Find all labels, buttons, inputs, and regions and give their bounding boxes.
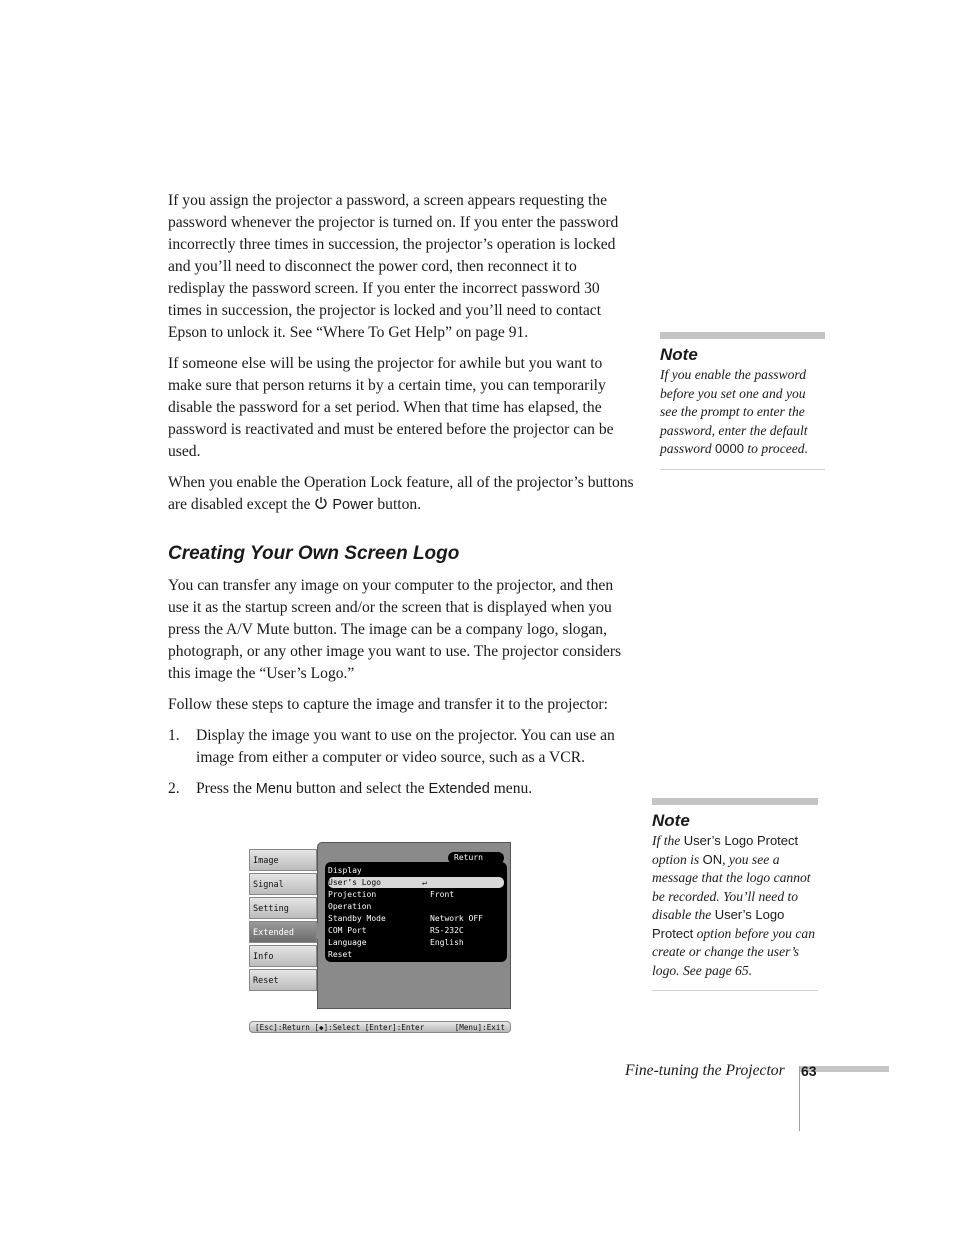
steps-intro-paragraph: Follow these steps to capture the image and transfer it to the projector: [168, 696, 608, 713]
password-note [660, 332, 825, 470]
note-title: Note [660, 345, 698, 364]
footer-divider [799, 1066, 800, 1131]
status-left: [Esc]:Return [◆]:Select [Enter]:Enter [255, 1023, 425, 1032]
submenu-row-reset [328, 949, 504, 960]
step-number: 2. [168, 780, 180, 797]
note-text: option is [652, 851, 703, 867]
list-item [168, 778, 634, 800]
steps-list [168, 725, 634, 800]
password-paragraph: If you assign the projector a password, a screen appears requesting the password whenever the projector is turned on. If you enter the password incorrectly three times in succession, the projector’s operation is locked and you’ll need to disconnect the power cord, then reconnect it to redisplay the password screen. If you enter the incorrect password 30 times in succession, the projector is locked and you’ll need to contact Epson to unlock it. See “Where To Get Help” on page 91. [168, 192, 619, 341]
extended-menu-label: Extended [428, 781, 490, 797]
power-icon [314, 496, 328, 510]
submenu-row-com-port [328, 925, 504, 936]
row-label: Projection [328, 890, 377, 899]
note-text: If the [652, 833, 684, 848]
note-text-end: to proceed. [743, 441, 808, 456]
menu-item-info: Info [249, 945, 317, 967]
note-bar [652, 798, 818, 805]
note-text: , you see a message that the logo cannot be recorded. You’ll need to disable the [652, 851, 811, 922]
row-label: Operation [328, 902, 372, 911]
list-item [168, 725, 634, 769]
note-text-start: If you enable the password before you set one and you see the prompt to enter the password, enter the default password [660, 367, 808, 456]
operation-lock-text-end: button. [373, 496, 422, 513]
menu-item-reset: Reset [249, 969, 317, 991]
return-button: Return [448, 852, 504, 864]
step-text-end: menu. [489, 780, 533, 797]
screen-logo-paragraph: You can transfer any image on your computer to the projector, and then use it as the startup screen and/or the screen that is displayed when you press the A/V Mute button. The image can be a company logo, slogan, photograph, or any other image you want to use. The projector considers this image the “User’s Logo.” [168, 577, 622, 682]
step-text-start: Press the [196, 780, 256, 797]
menu-button-label: Menu [255, 781, 293, 797]
enter-icon: ↵ [422, 878, 427, 887]
submenu-row-users-logo [328, 877, 504, 888]
main-column [168, 190, 634, 809]
disable-password-paragraph: If someone else will be using the projector for awhile but you want to make sure that person returns it by a certain time, you can temporarily disable the password for a set period. When that time has elapsed, the password is reactivated and must be entered before the projector can be used. [168, 355, 614, 460]
page-number: 63 [801, 1063, 817, 1079]
operation-lock-paragraph [168, 472, 634, 516]
projector-menu-screenshot [249, 841, 513, 1036]
logo-protect-note [652, 798, 818, 991]
menu-item-signal: Signal [249, 873, 317, 895]
row-label: Language [328, 938, 367, 947]
menu-item-setting: Setting [249, 897, 317, 919]
note-divider [652, 990, 818, 991]
row-value: Front [430, 890, 455, 899]
step-text-middle: button and select the [292, 780, 429, 797]
on-value: ON [702, 851, 723, 867]
submenu-row-standby-mode [328, 913, 504, 924]
note-body [652, 832, 818, 980]
row-label: Reset [328, 950, 353, 959]
menu-item-extended: Extended [249, 921, 317, 943]
menu-status-bar [249, 1021, 511, 1033]
operation-lock-text-start: When you enable the Operation Lock feature, all of the projector’s buttons are disabled except the [168, 474, 634, 513]
submenu-row-operation [328, 901, 504, 912]
row-label: Display [328, 866, 362, 875]
footer-chapter-title: Fine-tuning the Projector [625, 1062, 785, 1079]
note-title: Note [652, 811, 690, 830]
row-label: User’s Logo [328, 878, 381, 887]
row-value: English [430, 938, 464, 947]
status-right: [Menu]:Exit [454, 1023, 505, 1032]
logo-protect-option: User’s Logo Protect [683, 833, 799, 848]
note-bar [660, 332, 825, 339]
row-label: Standby Mode [328, 914, 386, 923]
section-heading: Creating Your Own Screen Logo [168, 543, 460, 564]
note-divider [660, 469, 825, 470]
submenu-row-language [328, 937, 504, 948]
logo-protect-option: User’s Logo Protect [652, 907, 785, 941]
note-body [660, 366, 825, 459]
row-value: Network OFF [430, 914, 483, 923]
menu-item-image: Image [249, 849, 317, 871]
step-number: 1. [168, 727, 180, 744]
power-button-label: Power [332, 497, 374, 513]
default-password-code: 0000 [715, 441, 744, 456]
step-text: Display the image you want to use on the projector. You can use an image from either a computer or video source, such as a VCR. [196, 727, 615, 766]
row-label: COM Port [328, 926, 367, 935]
submenu-row-display [328, 865, 504, 876]
row-value: RS-232C [430, 926, 464, 935]
submenu-row-projection [328, 889, 504, 900]
note-text: option before you can create or change the user’s logo. See page 65. [652, 925, 816, 978]
